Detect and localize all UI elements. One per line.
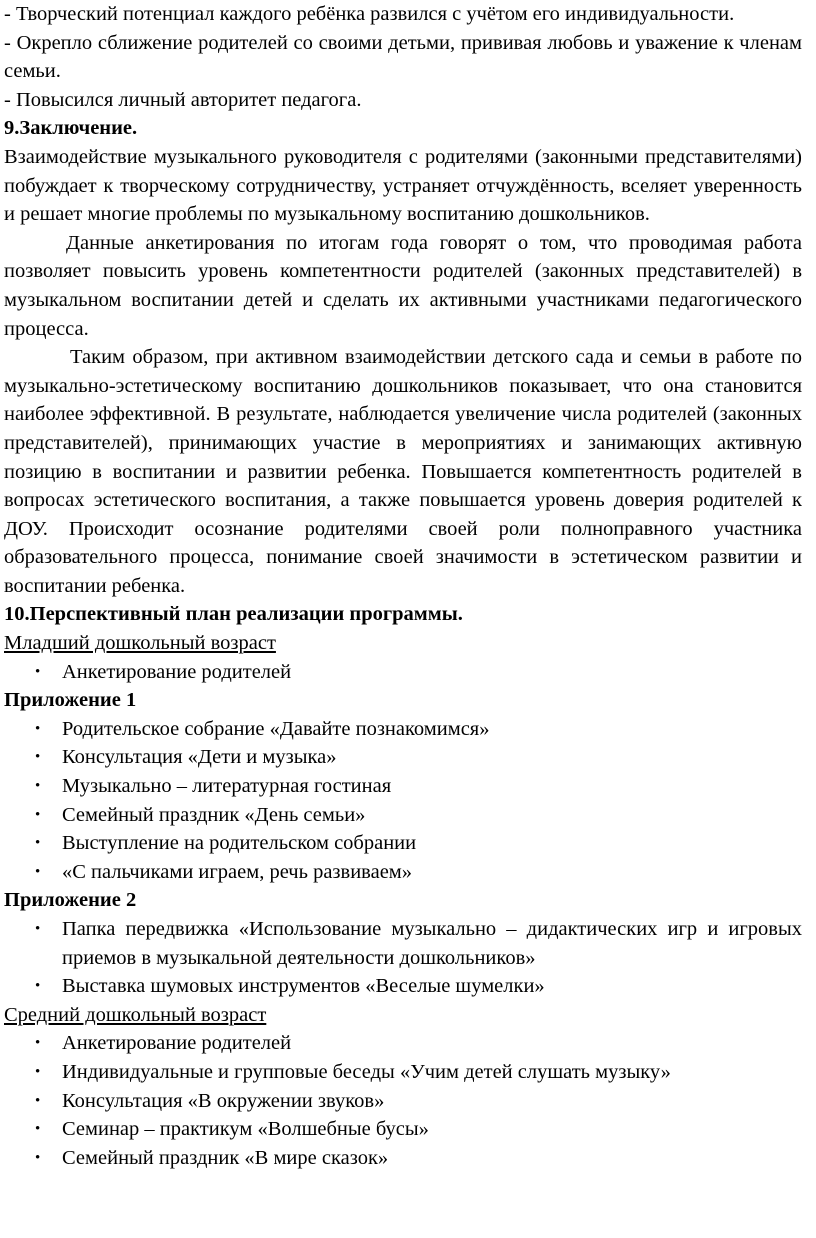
- list-item: • Семейный праздник «День семьи»: [4, 801, 802, 830]
- intro-item-3: - Повысился личный авторитет педагога.: [4, 88, 362, 111]
- bullet-icon: •: [35, 863, 41, 880]
- junior-age-title: Младший дошкольный возраст: [4, 632, 276, 655]
- junior-age-list: [4, 658, 802, 687]
- appendix-1-title: Приложение 1: [4, 689, 137, 712]
- list-item: • Музыкально – литературная гостиная: [4, 772, 802, 801]
- bullet-icon: •: [35, 749, 41, 766]
- bullet-icon: •: [35, 663, 41, 680]
- section-9-heading: 9.Заключение.: [4, 117, 138, 140]
- bullet-icon: •: [35, 1063, 41, 1080]
- list-item: • Семинар – практикум «Волшебные бусы»: [4, 1115, 802, 1144]
- bullet-icon: •: [35, 806, 41, 823]
- section-10-heading: 10.Перспективный план реализации программы.: [4, 603, 463, 626]
- bullet-icon: •: [35, 1149, 41, 1166]
- list-item: • Индивидуальные и групповые беседы «Учим детей слушать музыку»: [4, 1058, 802, 1087]
- bullet-icon: •: [35, 978, 41, 995]
- list-item: • Анкетирование родителей: [4, 658, 802, 687]
- bullet-icon: •: [35, 835, 41, 852]
- list-item: • Консультация «Дети и музыка»: [4, 743, 802, 772]
- bullet-icon: •: [35, 1121, 41, 1138]
- bullet-icon: •: [35, 720, 41, 737]
- list-item: • Выставка шумовых инструментов «Веселые шумелки»: [4, 972, 802, 1001]
- intro-item-1: - Творческий потенциал каждого ребёнка развился с учётом его индивидуальности.: [4, 3, 735, 25]
- appendix-2-title: Приложение 2: [4, 889, 137, 912]
- section-9-paragraph-2: Данные анкетирования по итогам года говорят о том, что проводимая работа позволяет повысить уровень компетентности родителей (законных представителей) в музыкальном воспитании детей и сделать их активными участниками педагогического процесса.: [4, 231, 802, 340]
- bullet-icon: •: [35, 921, 41, 937]
- bullet-icon: •: [35, 1092, 41, 1109]
- middle-age-title: Средний дошкольный возраст: [4, 1003, 267, 1026]
- middle-age-list: [4, 1029, 802, 1172]
- list-item: • Семейный праздник «В мире сказок»: [4, 1144, 802, 1173]
- section-9-paragraph-3: Таким образом, при активном взаимодействии детского сада и семьи в работе по музыкально-эстетическому воспитанию дошкольников показывает, что она становится наиболее эффективной. В результате, наблюдается увеличение числа родителей (законных представителей), принимающих участие в мероприятиях и занимающих активную позицию в воспитании и развитии ребенка. Повышается компетентность родителей в вопросах эстетического воспитания, а также повышается уровень доверия родителей к ДОУ. Происходит осознание родителями своей роли полноправного участника образовательного процесса, понимание своей значимости в эстетическом развитии и воспитании ребенка.: [4, 346, 802, 597]
- list-item: • «С пальчиками играем, речь развиваем»: [4, 858, 802, 887]
- appendix-2-list: [4, 915, 802, 1001]
- bullet-icon: •: [35, 778, 41, 795]
- list-item: • Папка передвижка «Использование музыкально – дидактических игр и игровых приемов в музыкальной деятельности дошкольников»: [4, 915, 802, 972]
- list-item: • Консультация «В окружении звуков»: [4, 1087, 802, 1116]
- intro-item-2: - Окрепло сближение родителей со своими детьми, прививая любовь и уважение к членам семьи.: [4, 31, 802, 83]
- bullet-icon: •: [35, 1035, 41, 1052]
- list-item: • Родительское собрание «Давайте познакомимся»: [4, 715, 802, 744]
- section-9-paragraph-1: Взаимодействие музыкального руководителя с родителями (законными представителями) побуждает к творческому сотрудничеству, устраняет отчуждённость, вселяет уверенность и решает многие проблемы по музыкальному воспитанию дошкольников.: [4, 145, 802, 226]
- list-item: • Анкетирование родителей: [4, 1029, 802, 1058]
- appendix-1-list: [4, 715, 802, 887]
- list-item: • Выступление на родительском собрании: [4, 829, 802, 858]
